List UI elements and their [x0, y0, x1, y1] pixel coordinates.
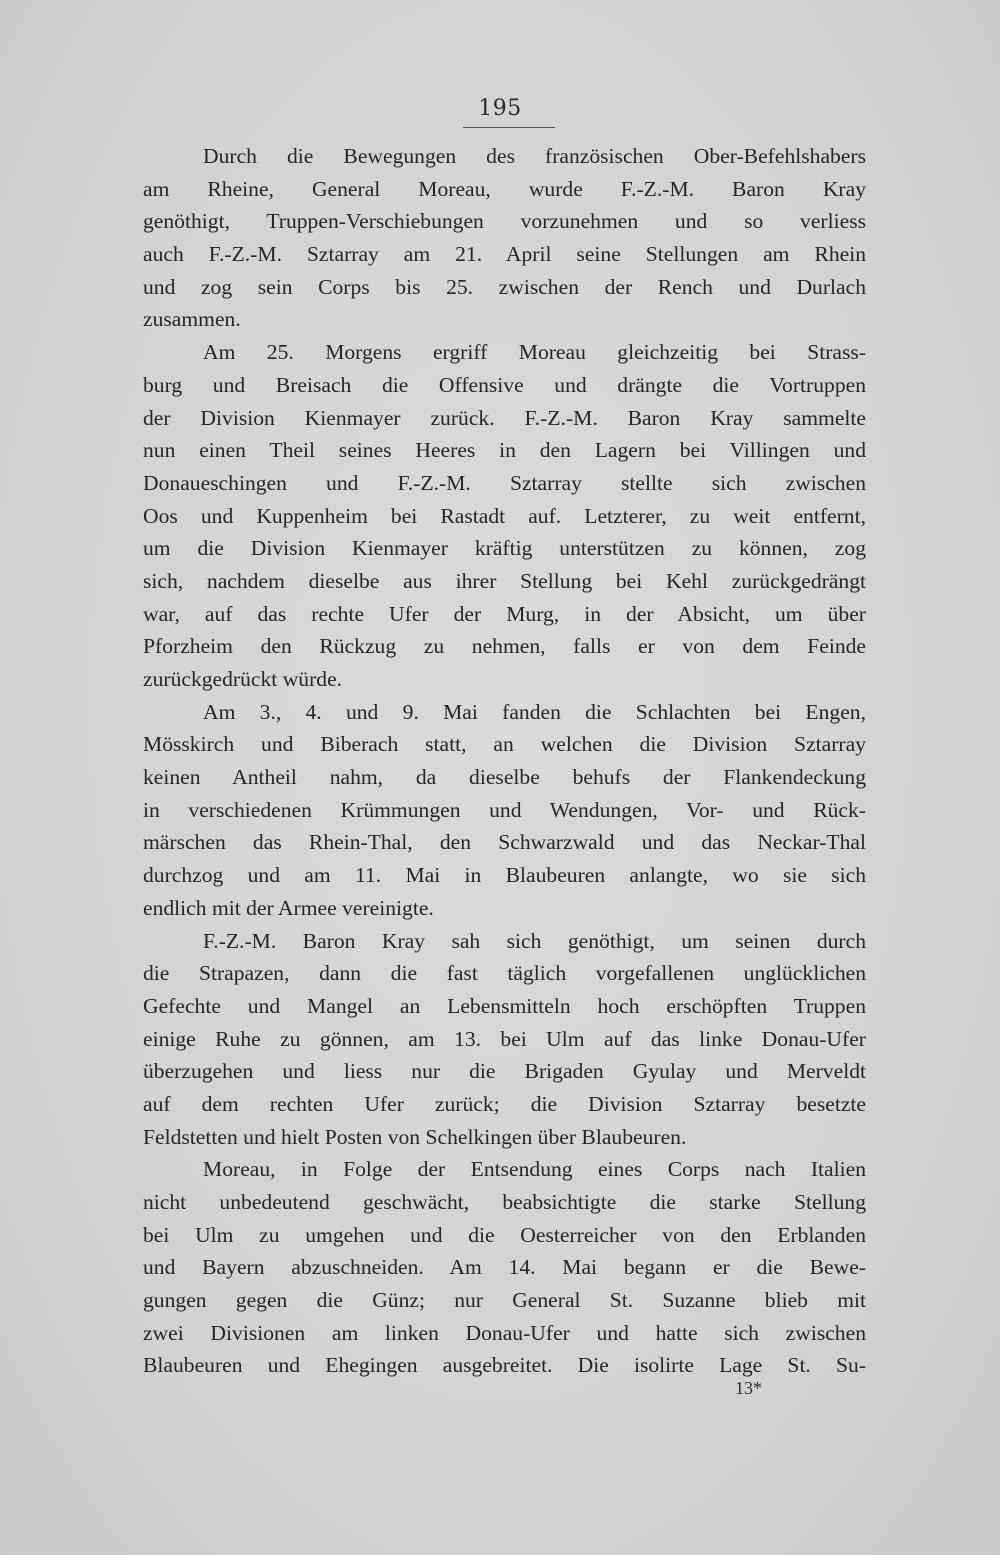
text-line: am Rheine, General Moreau, wurde F.-Z.-M. Baron Kray — [143, 176, 866, 201]
text-line: die Strapazen, dann die fast täglich vorgefallenen unglücklichen — [143, 961, 866, 986]
text-line: märschen das Rhein-Thal, den Schwarzwald und das Neckar-Thal — [143, 830, 866, 855]
text-line: durchzog und am 11. Mai in Blaubeuren anlangte, wo sie sich — [143, 863, 866, 888]
text-line: gungen gegen die Günz; nur General St. Suzanne blieb mit — [143, 1288, 866, 1313]
text-line: nicht unbedeutend geschwächt, beabsichtigte die starke Stellung — [143, 1190, 866, 1214]
text-line: Durch die Bewegungen des französischen Ober-Befehlshabers — [203, 144, 866, 168]
text-line: Blaubeuren und Ehegingen ausgebreitet. Die isolirte Lage St. Su- — [143, 1353, 866, 1378]
text-line: genöthigt, Truppen-Verschiebungen vorzunehmen und so verliess — [143, 209, 866, 234]
text-line: zusammen. — [143, 307, 241, 332]
text-line: auch F.-Z.-M. Sztarray am 21. April seine Stellungen am Rhein — [143, 242, 866, 267]
text-line: burg und Breisach die Offensive und drängte die Vortruppen — [143, 372, 866, 397]
text-line: sich, nachdem dieselbe aus ihrer Stellung bei Kehl zurückgedrängt — [143, 568, 866, 593]
body-text — [143, 140, 866, 1382]
signature-mark: 13* — [735, 1378, 762, 1398]
page-number: 195 — [478, 96, 522, 121]
text-line: überzugehen und liess nur die Brigaden Gyulay und Merveldt — [143, 1059, 866, 1084]
text-line: in verschiedenen Krümmungen und Wendungen, Vor- und Rück- — [143, 797, 866, 822]
text-line: zwei Divisionen am linken Donau-Ufer und hatte sich zwischen — [143, 1320, 866, 1345]
text-line: Am 3., 4. und 9. Mai fanden die Schlachten bei Engen, — [203, 699, 866, 724]
text-line: zurückgedrückt würde. — [143, 667, 343, 691]
text-line: um die Division Kienmayer kräftig unterstützen zu können, zog — [143, 536, 866, 561]
text-line: war, auf das rechte Ufer der Murg, in der Absicht, um über — [143, 601, 866, 626]
text-line: Feldstetten und hielt Posten von Schelkingen über Blaubeuren. — [143, 1124, 687, 1149]
text-line: Oos und Kuppenheim bei Rastadt auf. Letzterer, zu weit entfernt, — [143, 503, 866, 528]
text-line: und Bayern abzuschneiden. Am 14. Mai begann er die Bewe- — [143, 1255, 866, 1280]
text-line: Gefechte und Mangel an Lebensmitteln hoch erschöpften Truppen — [143, 993, 866, 1018]
text-line: nun einen Theil seines Heeres in den Lagern bei Villingen und — [143, 438, 866, 463]
text-line: Am 25. Morgens ergriff Moreau gleichzeitig bei Strass- — [203, 340, 866, 365]
text-line: keinen Antheil nahm, da dieselbe behufs der Flankendeckung — [143, 765, 866, 790]
header-rule — [463, 127, 555, 128]
text-line: Donaueschingen und F.-Z.-M. Sztarray stellte sich zwischen — [143, 470, 866, 495]
text-line: und zog sein Corps bis 25. zwischen der Rench und Durlach — [143, 274, 866, 299]
text-line: F.-Z.-M. Baron Kray sah sich genöthigt, um seinen durch — [203, 928, 866, 953]
text-line: bei Ulm zu umgehen und die Oesterreicher von den Erblanden — [143, 1222, 866, 1247]
text-line: endlich mit der Armee vereinigte. — [143, 895, 434, 920]
text-line: Moreau, in Folge der Entsendung eines Corps nach Italien — [203, 1157, 866, 1182]
text-line: Mösskirch und Biberach statt, an welchen die Division Sztarray — [143, 732, 866, 757]
text-line: auf dem rechten Ufer zurück; die Division Sztarray besetzte — [143, 1091, 866, 1116]
text-line: Pforzheim den Rückzug zu nehmen, falls er von dem Feinde — [143, 634, 866, 659]
text-line: der Division Kienmayer zurück. F.-Z.-M. Baron Kray sammelte — [143, 405, 866, 430]
text-line: einige Ruhe zu gönnen, am 13. bei Ulm auf das linke Donau-Ufer — [143, 1026, 866, 1051]
